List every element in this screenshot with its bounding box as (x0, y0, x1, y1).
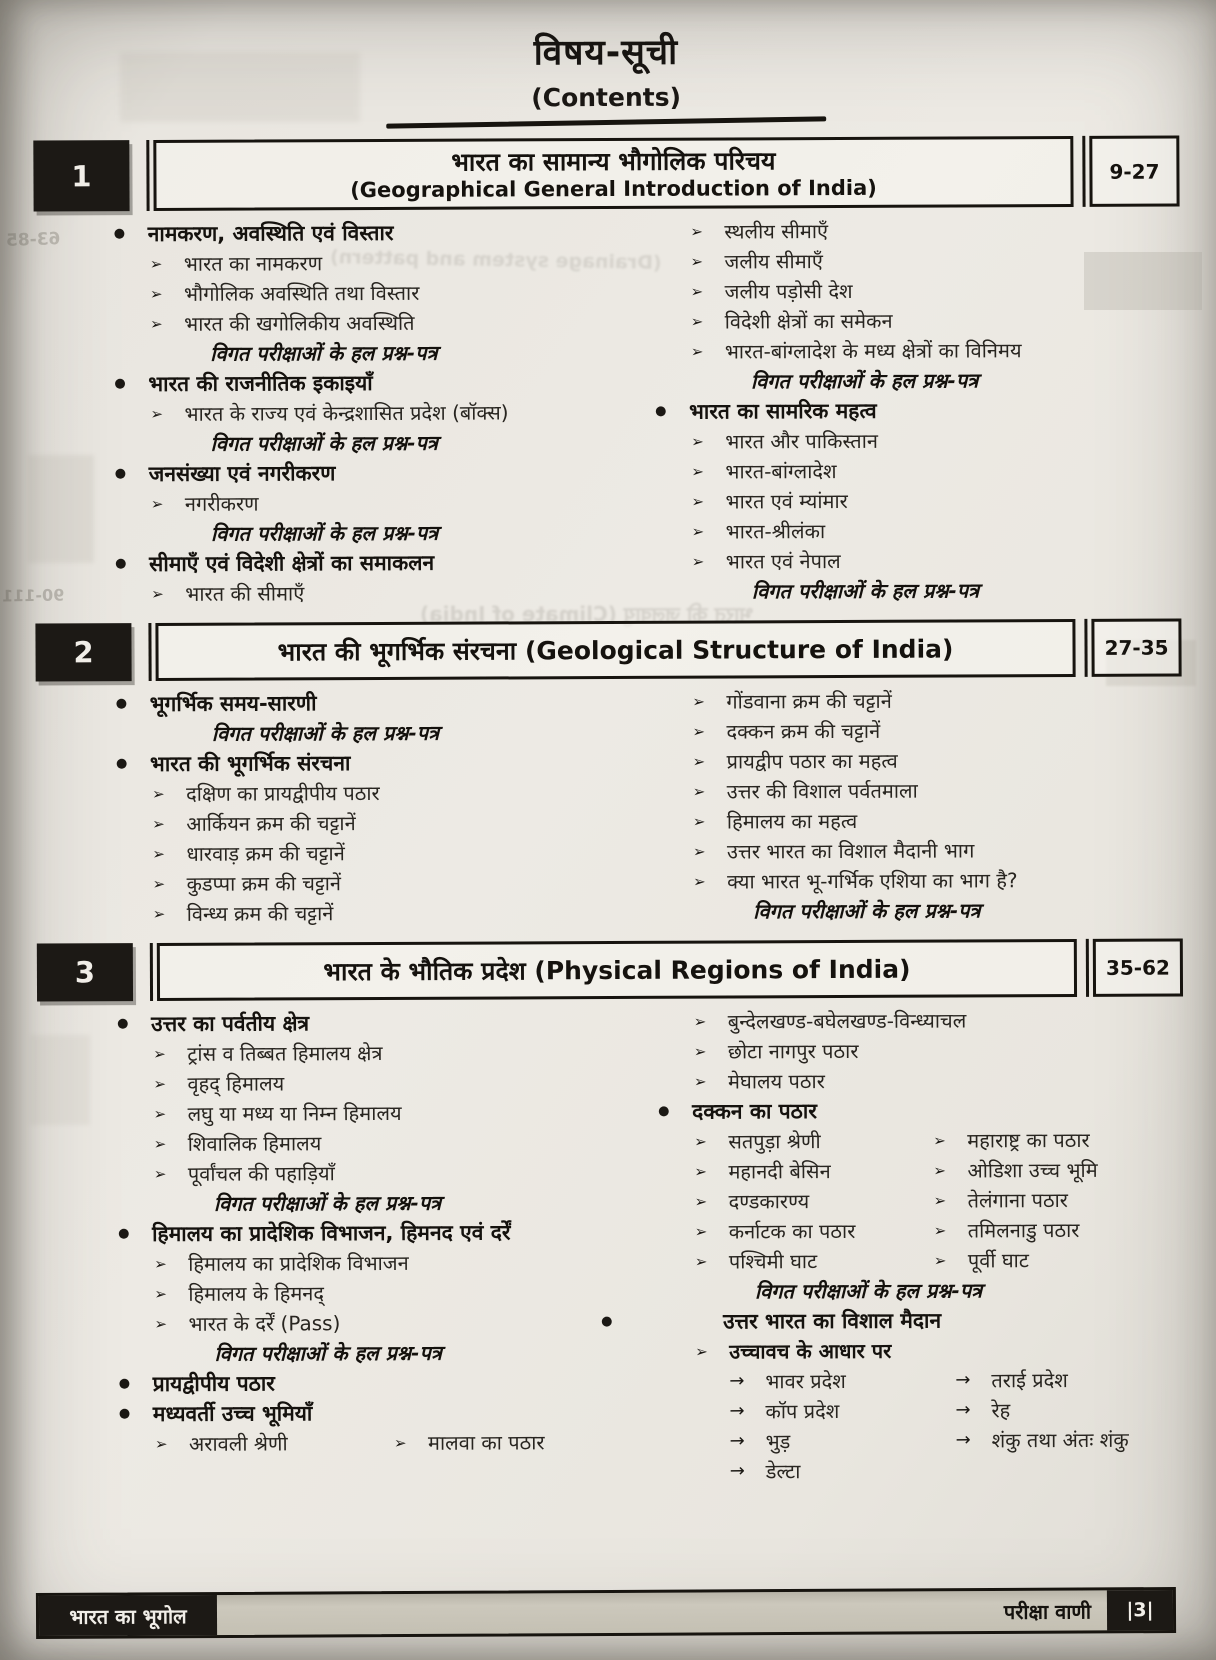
toc-item-label: जलीय सीमाएँ (724, 249, 823, 274)
bullet-icon: ● (118, 1406, 131, 1422)
arrow-icon: ➢ (692, 842, 706, 861)
toc-item-label: भारत की सीमाएँ (185, 581, 305, 607)
arrow-icon: ➢ (692, 782, 706, 801)
toc-item-label: उत्तर भारत का विशाल मैदान (723, 1308, 942, 1334)
toc-item-label: मालवा का पठार (427, 1430, 545, 1456)
bullet-icon: ● (113, 226, 126, 242)
toc-item-label: हिमालय के हिमनद् (188, 1281, 325, 1307)
arrow-icon: ➢ (150, 405, 164, 424)
arrow-icon: ➢ (695, 1342, 708, 1361)
section-page-range: 35-62 (1093, 939, 1183, 997)
toc-subtopic (152, 808, 575, 838)
toc-item-label: महाराष्ट्र का पठार (967, 1128, 1090, 1153)
toc-item-label: उत्तर भारत का विशाल मैदानी भाग (726, 838, 975, 864)
toc-item-label: हिमालय का प्रादेशिक विभाजन, हिमनद एवं दर्रें (152, 1220, 511, 1247)
toc-subsubtopic (730, 1456, 1185, 1486)
toc-subtopic (695, 1336, 1184, 1366)
toc-item-label: ट्रांस व तिब्बत हिमालय क्षेत्र (187, 1041, 383, 1067)
bleed-through-text: (Drainage system and pattern) (329, 246, 662, 274)
section-title: भारत की भूगर्भिक संरचना (Geological Structure of India) (277, 634, 954, 667)
footer-spacer (217, 1611, 1004, 1615)
toc-item-label: सतपुड़ा श्रेणी (728, 1129, 821, 1154)
section-title: भारत के भौतिक प्रदेश (Physical Regions of India) (323, 954, 911, 986)
toc-item-label: दक्कन क्रम की चट्टानें (726, 719, 881, 744)
book-title: भारत का भूगोल (69, 1603, 187, 1629)
toc-item-label: पूर्वांचल की पहाड़ियाँ (187, 1161, 335, 1187)
toc-subtopic (691, 336, 1180, 366)
toc-subtopic (692, 546, 1181, 576)
toc-item-label: भारत और पाकिस्तान (725, 429, 878, 454)
toc-topic (119, 1368, 578, 1398)
sub-arrow-icon: → (729, 1460, 745, 1482)
toc-item-label: ओडिशा उच्च भूमि (967, 1158, 1098, 1183)
sub-arrow-icon: → (729, 1400, 745, 1422)
arrow-icon: ➢ (154, 1315, 168, 1334)
arrow-icon: ➢ (694, 1192, 708, 1211)
toc-item-label: गोंडवाना क्रम की चट्टानें (726, 689, 892, 714)
column-left (36, 688, 576, 930)
toc-item-label: बुन्देलखण्ड-बघेलखण्ड-विन्ध्याचल (727, 1008, 967, 1034)
page-subtitle: (Contents) (531, 82, 682, 113)
solved-papers-note (755, 1276, 1184, 1306)
toc-item-label: प्रायद्वीपीय पठार (152, 1371, 275, 1397)
toc-item-label: कॉप प्रदेश (765, 1399, 840, 1424)
sub-arrow-icon: → (729, 1430, 745, 1452)
toc-item-label: भूगर्भिक समय-सारणी (149, 691, 317, 717)
section-columns (37, 997, 1185, 1491)
toc-subtopic (690, 216, 1179, 246)
arrow-icon: ➢ (152, 785, 165, 804)
toc-item-label: तेलंगाना पठार (967, 1188, 1068, 1213)
arrow-icon: ➢ (153, 1045, 166, 1064)
publisher-label: परीक्षा वाणी (1003, 1598, 1092, 1624)
section-page-range: 27-35 (1091, 619, 1181, 677)
arrow-icon: ➢ (153, 1135, 167, 1154)
toc-item-label: भारत एवं नेपाल (725, 549, 841, 574)
arrow-icon: ➢ (694, 1252, 708, 1271)
bleed-through-text: भारत की जलवायु (Climate of India) (420, 602, 754, 626)
section-header (35, 619, 1181, 682)
footer-bar (36, 1587, 1176, 1639)
toc-item-label: नगरीकरण (184, 491, 259, 517)
arrow-icon: ➢ (691, 492, 705, 511)
solved-papers-note (212, 718, 575, 748)
arrow-icon: ➢ (690, 252, 704, 271)
toc-item-label: भारत का नामकरण (183, 251, 323, 277)
toc-item-label: शिवालिक हिमालय (187, 1131, 322, 1157)
solved-papers-label: विगत परीक्षाओं के हल प्रश्न-पत्र (750, 368, 979, 394)
section-page-range: 9-27 (1089, 136, 1179, 208)
solved-papers-note (214, 1188, 577, 1218)
solved-papers-label: विगत परीक्षाओं के हल प्रश्न-पत्र (211, 720, 440, 746)
toc-topic (658, 1096, 1183, 1126)
toc-item-label: धारवाड़ क्रम की चट्टानें (186, 841, 345, 867)
toc-item-label: क्या भारत भू-गर्भिक एशिया का भाग है? (727, 868, 1018, 894)
sections-container (33, 136, 1185, 1491)
toc-item-label: नामकरण, अवस्थिति एवं विस्तार (147, 221, 394, 247)
arrow-icon: ➢ (393, 1434, 407, 1453)
arrow-icon: ➢ (154, 1255, 167, 1274)
toc-subtopic-pair (155, 1428, 578, 1458)
section-header (33, 136, 1179, 212)
arrow-icon: ➢ (152, 815, 165, 834)
solved-papers-label: विगत परीक्षाओं के हल प्रश्न-पत्र (214, 1340, 442, 1366)
toc-item-label: भारत-बांग्लादेश के मध्य क्षेत्रों का विनिमय (724, 338, 1022, 364)
toc-subtopic (154, 1128, 577, 1158)
toc-item-label: भारत-श्रीलंका (725, 519, 826, 544)
bleed-through-text: 90-111 (1, 585, 65, 606)
toc-subtopic (693, 746, 1182, 776)
toc-item-label: भुड़ (765, 1429, 791, 1454)
toc-subtopic (691, 306, 1180, 336)
toc-subtopic-pair (695, 1246, 1184, 1276)
arrow-icon: ➢ (691, 432, 704, 451)
solved-papers-note (211, 428, 574, 458)
toc-subtopic (154, 1248, 577, 1278)
arrow-icon: ➢ (149, 285, 163, 304)
toc-subsubtopic-pair (730, 1426, 1185, 1456)
toc-item-label: भारत का सामरिक महत्व (689, 399, 877, 424)
toc-item-label: सीमाएँ एवं विदेशी क्षेत्रों का समाकलन (149, 551, 435, 577)
sub-arrow-icon: → (729, 1370, 745, 1392)
column-right (572, 216, 1181, 609)
section-1 (33, 136, 1181, 611)
arrow-icon: ➢ (692, 752, 706, 771)
toc-item-label: छोटा नागपुर पठार (727, 1039, 859, 1064)
toc-subtopic (693, 836, 1182, 866)
toc-subtopic (150, 278, 573, 308)
arrow-icon: ➢ (691, 552, 705, 571)
bullet-icon: ● (117, 1016, 129, 1032)
solved-papers-label: विगत परीक्षाओं के हल प्रश्न-पत्र (210, 520, 439, 546)
toc-item-label: हिमालय का प्रादेशिक विभाजन (188, 1251, 409, 1277)
toc-subtopic (152, 868, 575, 898)
arrow-icon: ➢ (690, 222, 703, 241)
toc-item-label: महानदी बेसिन (728, 1159, 831, 1184)
arrow-icon: ➢ (693, 1072, 707, 1091)
arrow-icon: ➢ (694, 1222, 708, 1241)
toc-subtopic (691, 276, 1180, 306)
section-columns (36, 677, 1183, 931)
toc-topic (115, 458, 574, 488)
toc-subtopic (153, 1098, 576, 1128)
toc-subsubtopic-pair (729, 1366, 1184, 1396)
toc-subtopic (150, 248, 573, 278)
arrow-icon: ➢ (150, 495, 164, 514)
toc-item-label: जनसंख्या एवं नगरीकरण (148, 461, 336, 487)
toc-item-label: भारत एवं म्यांमार (725, 489, 848, 514)
toc-subtopic (692, 716, 1181, 746)
section-header (37, 939, 1183, 1002)
arrow-icon: ➢ (933, 1221, 947, 1240)
toc-subtopic (154, 1278, 577, 1308)
arrow-icon: ➢ (694, 1162, 708, 1181)
toc-item-label: कर्नाटक का पठार (728, 1219, 856, 1244)
section-title-box (155, 619, 1075, 681)
toc-item-label: प्रायद्वीप पठार का महत्व (726, 748, 898, 774)
toc-topic (117, 1008, 576, 1038)
arrow-icon: ➢ (691, 522, 705, 541)
solved-papers-note (753, 896, 1182, 926)
arrow-icon: ➢ (692, 812, 706, 831)
toc-subtopic (693, 806, 1182, 836)
section-3 (37, 939, 1185, 1491)
solved-papers-label: विगत परीक्षाओं के हल प्रश्न-पत्र (754, 1278, 983, 1304)
toc-item-label: हिमालय का महत्व (726, 809, 858, 834)
arrow-icon: ➢ (153, 1165, 167, 1184)
toc-subtopic-pair (695, 1216, 1184, 1246)
toc-item-label: शंकु तथा अंतः शंकु (991, 1427, 1129, 1453)
toc-subtopic (694, 1066, 1183, 1096)
toc-item-label: आर्कियन क्रम की चट्टानें (186, 811, 356, 837)
page-title: विषय-सूची (533, 32, 679, 74)
toc-topic (655, 396, 1180, 426)
toc-item-label: वृहद् हिमालय (187, 1071, 285, 1097)
toc-subtopic (694, 1036, 1183, 1066)
toc-subtopic (152, 778, 575, 808)
section-2 (35, 619, 1182, 931)
sub-arrow-icon: → (955, 1399, 971, 1421)
toc-item-label: उत्तर का पर्वतीय क्षेत्र (151, 1011, 310, 1037)
toc-item-label: उच्चावच के आधार पर (729, 1339, 892, 1364)
toc-subtopic (152, 838, 575, 868)
toc-subtopic (693, 776, 1182, 806)
toc-item-label: कुडप्पा क्रम की चट्टानें (186, 871, 342, 897)
solved-papers-label: विगत परीक्षाओं के हल प्रश्न-पत्र (753, 898, 981, 924)
bullet-icon: ● (601, 1314, 613, 1330)
section-columns (34, 207, 1182, 611)
bullet-icon: ● (118, 1226, 130, 1242)
bleed-through-text: 63-85 (5, 229, 61, 251)
toc-topic (119, 1398, 578, 1428)
arrow-icon: ➢ (692, 692, 705, 711)
toc-topic (116, 748, 575, 778)
toc-subtopic (151, 578, 574, 608)
solved-papers-note (210, 338, 573, 368)
toc-item-label: भारत की खगोलिकीय अवस्थिति (184, 311, 415, 337)
toc-topic (116, 688, 575, 718)
toc-subtopic (693, 866, 1182, 896)
sub-arrow-icon: → (955, 1369, 971, 1391)
toc-item-label: विन्ध्य क्रम की चट्टानें (186, 901, 334, 927)
toc-topic (601, 1306, 1184, 1337)
section-number: 2 (35, 623, 131, 681)
arrow-icon: ➢ (694, 1132, 707, 1151)
section-title-box (153, 136, 1073, 211)
toc-topic (118, 1218, 577, 1248)
arrow-icon: ➢ (153, 1105, 167, 1124)
solved-papers-label: विगत परीक्षाओं के हल प्रश्न-पत्र (210, 430, 438, 456)
arrow-icon: ➢ (152, 875, 166, 894)
toc-item-label: भारत की भूगर्भिक संरचना (149, 751, 351, 777)
solved-papers-label: विगत परीक्षाओं के हल प्रश्न-पत्र (210, 340, 438, 366)
column-left (34, 218, 574, 610)
column-right (574, 686, 1182, 929)
toc-item-label: पश्चिमी घाट (728, 1249, 818, 1274)
arrow-icon: ➢ (152, 845, 166, 864)
solved-papers-note (752, 576, 1181, 606)
column-left (37, 1008, 578, 1460)
arrow-icon: ➢ (933, 1191, 947, 1210)
toc-item-label: भावर प्रदेश (765, 1369, 846, 1394)
toc-subtopic-pair (694, 1126, 1183, 1156)
bullet-icon: ● (118, 1376, 131, 1392)
solved-papers-note (211, 518, 574, 548)
arrow-icon: ➢ (693, 1042, 707, 1061)
toc-item-label: भारत-बांग्लादेश (725, 459, 837, 484)
arrow-icon: ➢ (691, 462, 704, 481)
arrow-icon: ➢ (690, 312, 704, 331)
solved-papers-note (215, 1338, 578, 1368)
bullet-icon: ● (115, 556, 127, 572)
bullet-icon: ● (114, 376, 126, 392)
toc-subtopic (690, 246, 1179, 276)
toc-item-label: दण्डकारण्य (728, 1189, 810, 1214)
arrow-icon: ➢ (153, 1075, 167, 1094)
toc-subtopic (154, 1158, 577, 1188)
section-number: 3 (37, 943, 133, 1001)
toc-subtopic (692, 516, 1181, 546)
toc-subtopic (153, 1038, 576, 1068)
section-number: 1 (33, 140, 129, 212)
toc-item-label: मेघालय पठार (727, 1069, 825, 1094)
toc-topic (114, 218, 573, 248)
toc-item-label: तमिलनाडु पठार (967, 1218, 1080, 1243)
arrow-icon: ➢ (152, 905, 166, 924)
toc-item-label: डेल्टा (765, 1459, 801, 1484)
toc-subtopic (153, 1068, 576, 1098)
arrow-icon: ➢ (151, 585, 164, 604)
toc-item-label: भारत की राजनीतिक इकाइयाँ (148, 371, 373, 397)
toc-subtopic (150, 398, 573, 428)
toc-item-label: भारत के दर्रें (Pass) (188, 1311, 341, 1337)
toc-topic (114, 368, 573, 398)
arrow-icon: ➢ (692, 722, 706, 741)
toc-subtopic (154, 1308, 577, 1338)
toc-subtopic-pair (694, 1186, 1183, 1216)
toc-subtopic (151, 488, 574, 518)
toc-item-label: अरावली श्रेणी (188, 1431, 288, 1457)
arrow-icon: ➢ (154, 1435, 168, 1454)
solved-papers-label: विगत परीक्षाओं के हल प्रश्न-पत्र (751, 578, 980, 604)
bullet-icon: ● (115, 756, 128, 772)
arrow-icon: ➢ (690, 342, 704, 361)
bullet-icon: ● (114, 466, 127, 482)
book-title-chip (39, 1595, 217, 1636)
toc-subtopic (691, 426, 1180, 456)
section-title-english: (Geographical General Introduction of India) (350, 176, 877, 203)
page-number-chip (1107, 1590, 1173, 1630)
toc-subtopic-pair (694, 1156, 1183, 1186)
toc-topic (115, 548, 574, 578)
toc-subtopic (692, 686, 1181, 716)
column-right (576, 1006, 1185, 1489)
toc-item-label: लघु या मध्य या निम्न हिमालय (187, 1101, 402, 1127)
toc-item-label: दक्कन का पठार (692, 1099, 817, 1124)
bullet-icon: ● (115, 696, 128, 712)
arrow-icon: ➢ (154, 1285, 167, 1304)
toc-item-label: रेह (991, 1398, 1011, 1423)
toc-item-label: जलीय पड़ोसी देश (724, 279, 853, 304)
section-title-box (157, 939, 1077, 1001)
toc-subtopic (691, 486, 1180, 516)
arrow-icon: ➢ (933, 1161, 947, 1180)
toc-item-label: स्थलीय सीमाएँ (724, 219, 829, 244)
arrow-icon: ➢ (693, 1012, 707, 1031)
page-number: |3| (1126, 1599, 1154, 1622)
sub-arrow-icon: → (955, 1429, 971, 1451)
arrow-icon: ➢ (933, 1131, 946, 1150)
toc-item-label: तराई प्रदेश (991, 1368, 1068, 1393)
toc-item-label: भौगोलिक अवस्थिति तथा विस्तार (183, 281, 420, 307)
bullet-icon: ● (658, 1103, 670, 1120)
arrow-icon: ➢ (150, 315, 163, 334)
toc-item-label: पूर्वी घाट (967, 1248, 1029, 1273)
toc-subtopic (694, 1006, 1183, 1036)
toc-subsubtopic-pair (729, 1396, 1184, 1426)
solved-papers-label: विगत परीक्षाओं के हल प्रश्न-पत्र (213, 1190, 442, 1216)
section-title: भारत का सामान्य भौगोलिक परिचय (451, 146, 776, 177)
title-underline (386, 116, 826, 128)
toc-item-label: विदेशी क्षेत्रों का समेकन (724, 309, 893, 334)
toc-item-label: दक्षिण का प्रायद्वीपीय पठार (186, 781, 380, 807)
toc-subtopic (691, 456, 1180, 486)
bullet-icon: ● (655, 403, 667, 420)
toc-subtopic (153, 898, 576, 928)
toc-subtopic (150, 308, 573, 338)
toc-item-label: मध्यवर्ती उच्च भूमियाँ (152, 1401, 313, 1427)
toc-item-label: भारत के राज्य एवं केन्द्रशासित प्रदेश (बॉक्स) (184, 400, 509, 427)
arrow-icon: ➢ (693, 872, 706, 891)
arrow-icon: ➢ (690, 282, 704, 301)
arrow-icon: ➢ (149, 255, 163, 274)
arrow-icon: ➢ (933, 1251, 947, 1270)
solved-papers-note (751, 366, 1180, 396)
toc-item-label: उत्तर की विशाल पर्वतमाला (726, 778, 918, 804)
